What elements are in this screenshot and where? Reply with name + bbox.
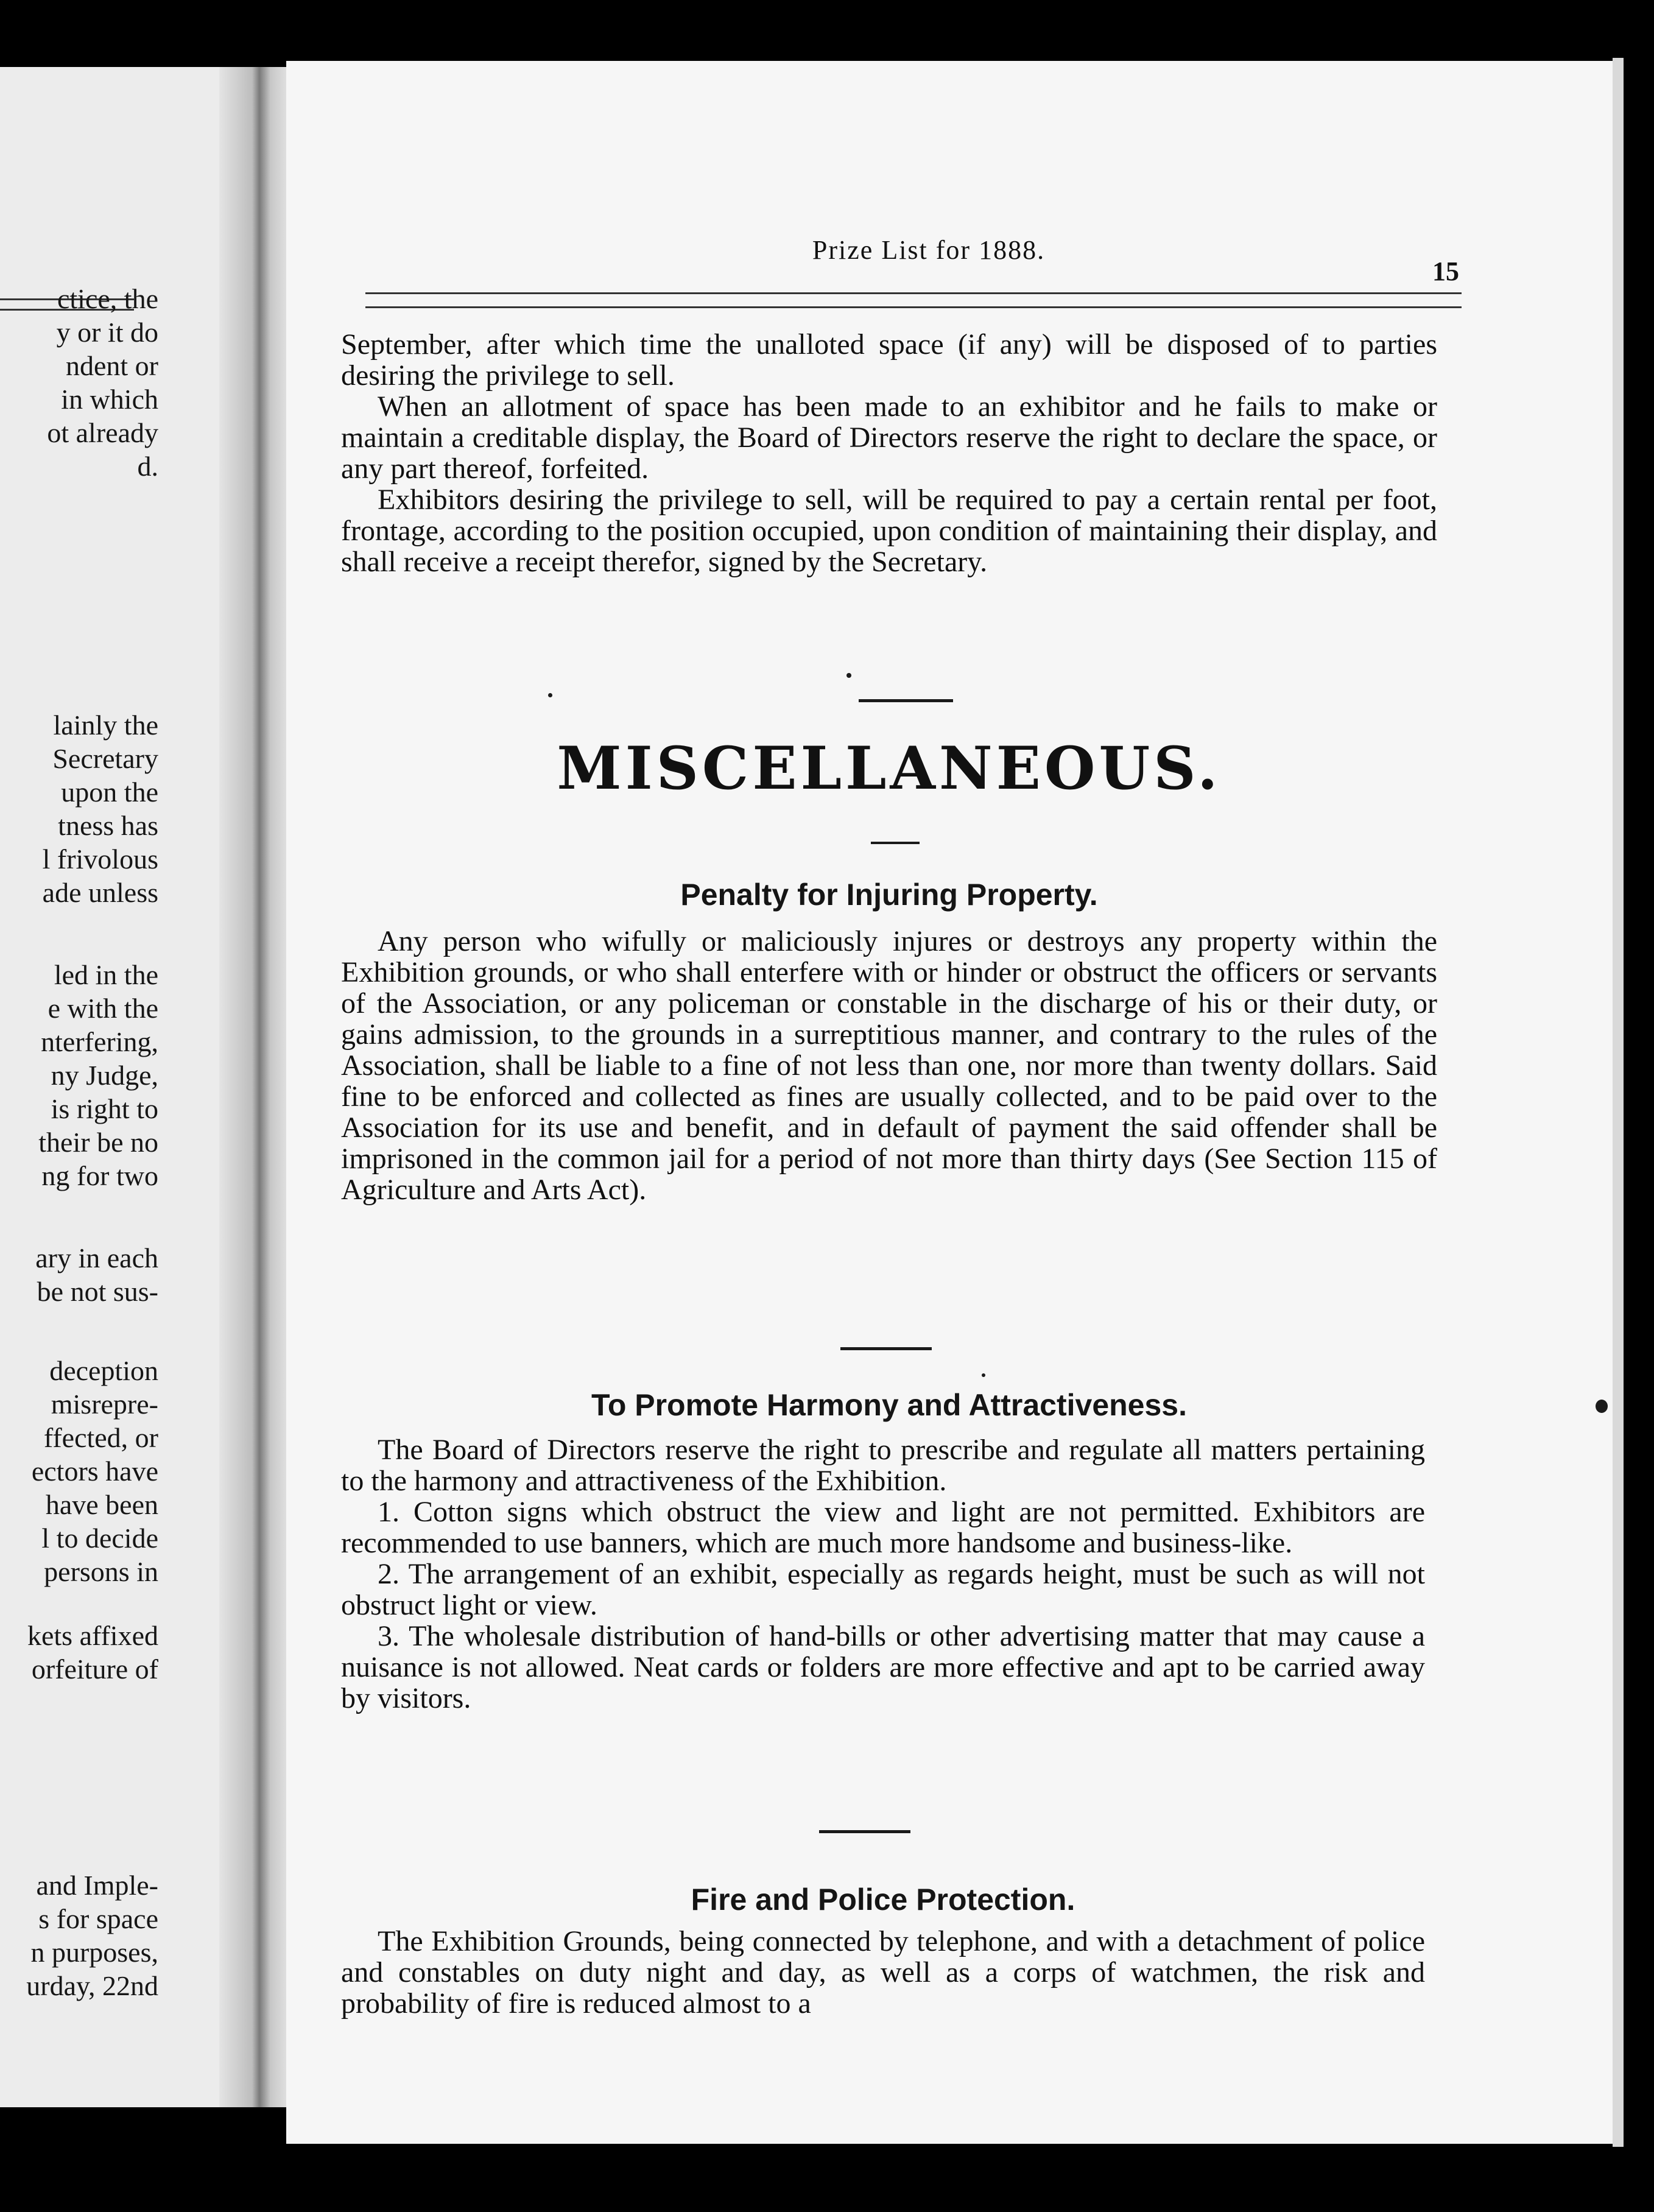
page-edge [1613, 58, 1624, 2147]
section-divider [840, 1347, 932, 1350]
intro-paragraph-3: Exhibitors desiring the privilege to sell, will be required to pay a certain rental per foot, frontage, according to the position occupied, upon condition of maintaining their display, and shall receive a receipt therefor, signed by the Secretary. [341, 484, 1437, 578]
harmony-rule-2: 2. The arrangement of an exhibit, especially as regards height, must be such as will not obstruct light or view. [341, 1558, 1425, 1621]
harmony-section [341, 1434, 1425, 1714]
left-page-line: l to decide [41, 1523, 158, 1554]
left-page-line: ng for two [41, 1160, 158, 1191]
left-page-line: ectors have [31, 1456, 158, 1487]
left-page-line: d. [137, 451, 158, 482]
left-page-line: ctice, the [57, 283, 158, 314]
left-page-line: misrepre- [51, 1389, 158, 1420]
penalty-heading: Penalty for Injuring Property. [680, 878, 1098, 912]
left-page-line: n purposes, [30, 1937, 158, 1968]
left-page-line: upon the [61, 777, 158, 808]
left-page-line: ffected, or [43, 1422, 158, 1453]
left-page-line: be not sus- [37, 1276, 158, 1307]
intro-paragraph-2: When an allotment of space has been made to an exhibitor and he fails to make or maintain a creditable display, the Board of Directors reserve the right to declare the space, or any part thereof, forfeited. [341, 390, 1437, 485]
left-page-line: is right to [51, 1093, 158, 1124]
harmony-rule-3: 3. The wholesale distribution of hand-bills or other advertising matter that may cause a nuisance is not allowed. Neat cards or folders are more effective and apt to be carried away by visitors. [341, 1620, 1425, 1714]
page-number: 15 [1432, 256, 1459, 286]
left-page-line: led in the [54, 959, 158, 990]
intro-paragraph-1: September, after which time the unalloted space (if any) will be disposed of to parties desiring the privilege to sell. [341, 328, 1437, 392]
title-underline [871, 842, 920, 844]
book-gutter [219, 67, 292, 2107]
left-page-line: in which [61, 384, 158, 415]
left-page-line: urday, 22nd [26, 1970, 158, 2001]
header-rule [365, 292, 1462, 308]
fire-paragraph: The Exhibition Grounds, being connected by telephone, and with a detachment of police and constables on duty night and day, as well as a corps of watchmen, the risk and probability of fire is reduced almost to a [341, 1925, 1425, 2020]
fire-section [341, 1926, 1425, 2019]
left-page-line: deception [49, 1355, 158, 1386]
left-page-line: l frivolous [42, 844, 158, 875]
harmony-paragraph-1: The Board of Directors reserve the right to prescribe and regulate all matters pertaining to the harmony and attractiveness of the Exhibition. [341, 1434, 1425, 1497]
left-page-line: kets affixed [27, 1620, 158, 1651]
left-page-line: tness has [58, 810, 158, 841]
left-page-line: s for space [38, 1903, 158, 1934]
penalty-paragraph: Any person who wifully or maliciously injures or destroys any property within the Exhibition grounds, or who shall enterfere with or hinder or obstruct the officers or servants of the Association, or any policeman or constable in the discharge of his or their duty, or gains admission, to the grounds in a surreptitious manner, and contrary to the rules of the Association, shall be liable to a fine of not less than one, nor more than twenty dollars. Said fine to be enforced and collected as fines are usually collected, and to be paid over to the Association for its use and benefit, and in default of payment the said offender shall be imprisoned in the common jail for a period of not more than thirty days (See Section 115 of Agriculture and Arts Act). [341, 925, 1437, 1206]
left-page-line: their be no [38, 1127, 158, 1158]
running-head: Prize List for 1888. [812, 235, 1046, 265]
left-page-line: ade unless [42, 877, 158, 908]
harmony-heading: To Promote Harmony and Attractiveness. [591, 1388, 1187, 1422]
penalty-section [341, 926, 1437, 1205]
scan-speck [982, 1373, 985, 1377]
intro-section [341, 329, 1437, 577]
left-page-line: ny Judge, [51, 1060, 158, 1091]
left-page-line: Secretary [52, 743, 158, 774]
section-divider [819, 1830, 910, 1833]
section-divider [859, 699, 953, 702]
left-page-line: y or it do [56, 317, 158, 348]
left-page-line: orfeiture of [31, 1654, 158, 1685]
fire-heading: Fire and Police Protection. [691, 1883, 1075, 1917]
left-page-line: ndent or [65, 350, 158, 381]
left-page-line: and Imple- [36, 1870, 158, 1901]
left-page-line: lainly the [53, 710, 158, 741]
left-page-line: ary in each [35, 1242, 158, 1273]
scan-speck [1596, 1400, 1608, 1413]
scan-speck [548, 693, 552, 697]
harmony-rule-1: 1. Cotton signs which obstruct the view and light are not permitted. Exhibitors are recommended to use banners, which are much more handsome and business-like. [341, 1496, 1425, 1559]
left-page-line: nterfering, [41, 1026, 158, 1057]
scan-speck [846, 673, 851, 678]
miscellaneous-title: MISCELLANEOUS. [557, 734, 1222, 803]
left-page-line: have been [45, 1489, 158, 1520]
left-page-line: e with the [48, 993, 158, 1024]
left-page-line: ot already [47, 417, 158, 448]
left-page-fragment [0, 67, 256, 2107]
left-page-line: persons in [44, 1556, 158, 1587]
